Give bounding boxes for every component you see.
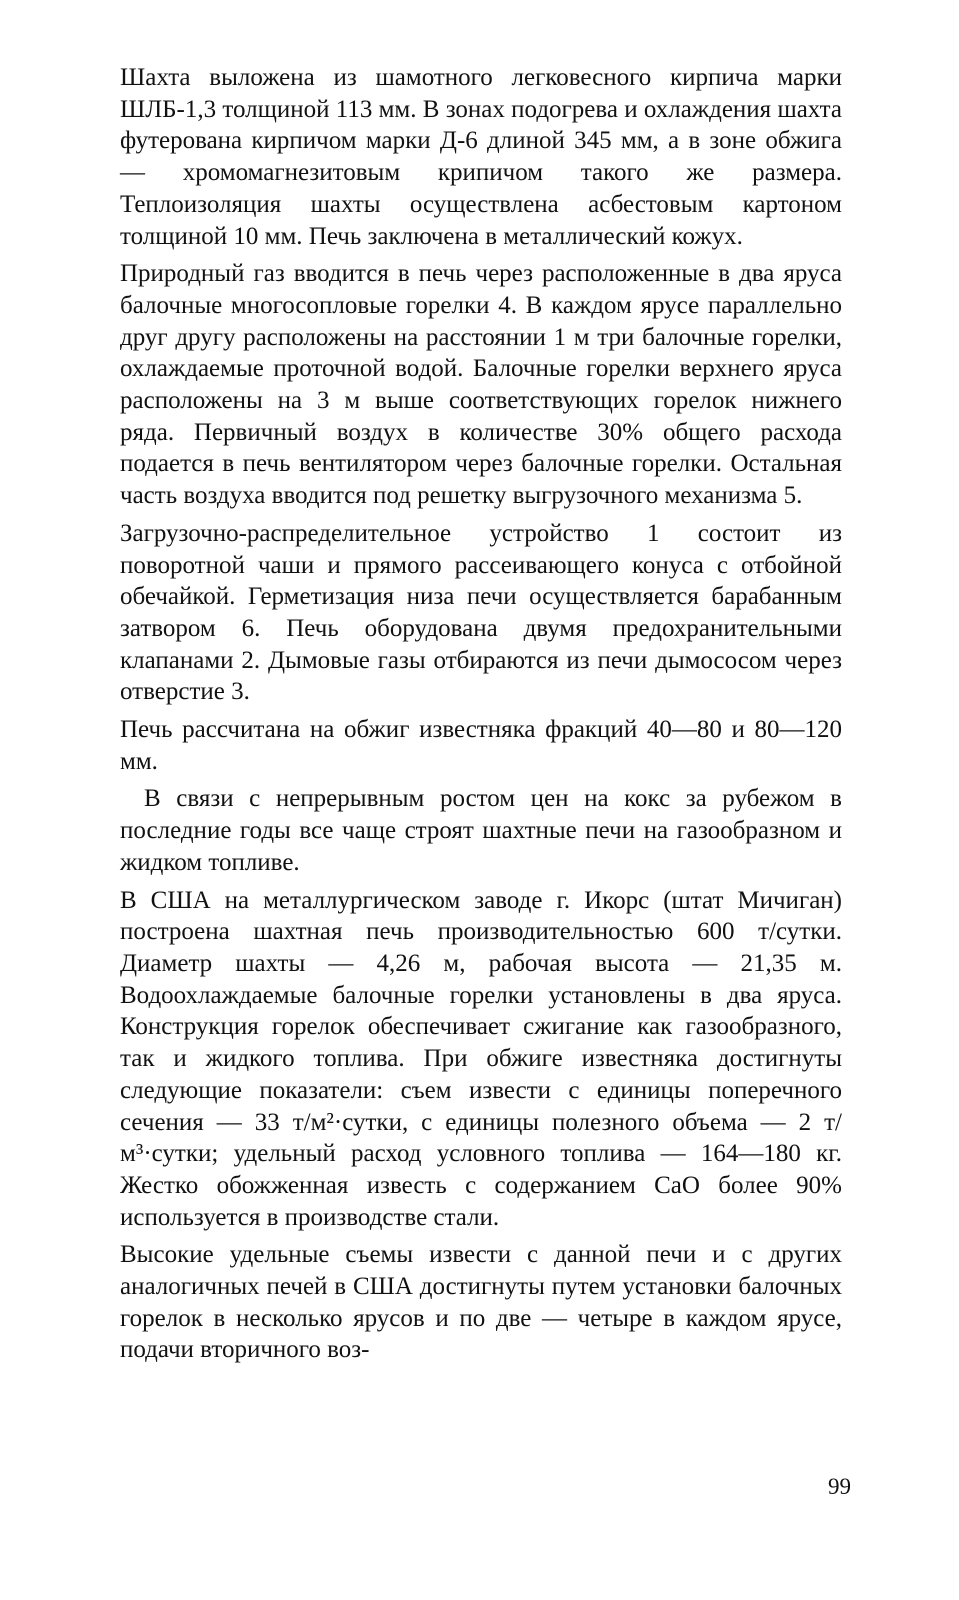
- paragraph-3: Загрузочно-распределительное устройство 1 состоит из поворотной чаши и прямого рассеивающего конуса с отбойной обечайкой. Герметизация низа печи осуществляется барабанным затвором 6. Печь оборудована двумя предохранительными клапанами 2. Дымовые газы отбираются из печи дымососом через отверстие 3.: [120, 519, 842, 706]
- paragraph-4: Печь рассчитана на обжиг известняка фракций 40—80 и 80—120 мм.: [120, 716, 842, 775]
- paragraph-7: Высокие удельные съемы извести с данной печи и с других аналогичных печей в США достигнуты путем установки балочных горелок в несколько ярусов и по две — четыре в каждом ярусе, подачи вторичного воз-: [120, 1241, 842, 1364]
- paragraph-5: В связи с непрерывным ростом цен на кокс за рубежом в последние годы все чаще строят шахтные печи на газообразном и жидком топливе.: [120, 785, 842, 876]
- body-text: [120, 62, 842, 1372]
- paragraph-2: Природный газ вводится в печь через расположенные в два яруса балочные многосопловые горелки 4. В каждом ярусе параллельно друг другу расположены на расстоянии 1 м три балочные горелки, охлаждаемые проточной водой. Балочные горелки верхнего яруса расположены на 3 м выше соответствующих горелок нижнего ряда. Первичный воздух в количестве 30% общего расхода подается в печь вентилятором через балочные горелки. Остальная часть воздуха вводится под решетку выгрузочного механизма 5.: [120, 260, 842, 510]
- page-number: 99: [828, 1474, 851, 1499]
- paragraph-6: В США на металлургическом заводе г. Икорс (штат Мичиган) построена шахтная печь производительностью 600 т/сутки. Диаметр шахты — 4,26 м, рабочая высота — 21,35 м. Водоохлаждаемые балочные горелки установлены в два яруса. Конструкция горелок обеспечивает сжигание как газообразного, так и жидкого топлива. При обжиге известняка достигнуты следующие показатели: съем извести с единицы поперечного сечения — 33 т/м²·сутки, с единицы полезного объема — 2 т/м³·сутки; удельный расход условного топлива — 164—180 кг. Жестко обожженная известь с содержанием CaO более 90% используется в производстве стали.: [120, 886, 842, 1231]
- paragraph-1: Шахта выложена из шамотного легковесного кирпича марки ШЛБ-1,3 толщиной 113 мм. В зонах подогрева и охлаждения шахта футерована кирпичом марки Д-6 длиной 345 мм, а в зоне обжига — хромомагнезитовым крипичом такого же размера. Теплоизоляция шахты осуществлена асбестовым картоном толщиной 10 мм. Печь заключена в металлический кожух.: [120, 64, 842, 250]
